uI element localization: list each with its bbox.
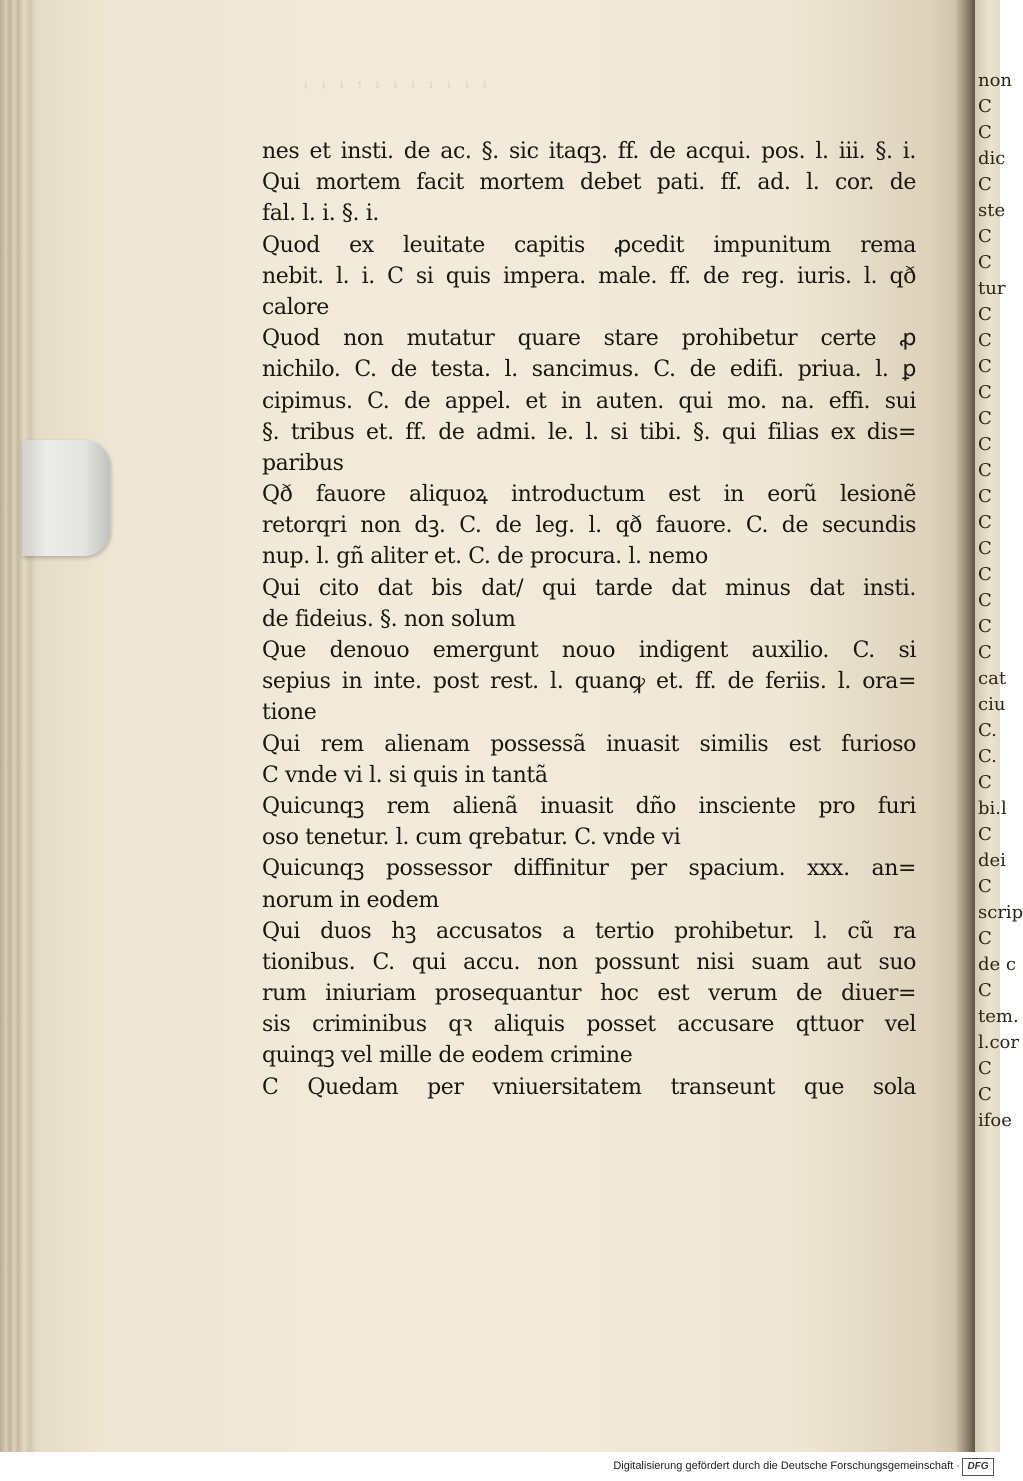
text-line: norum in eodem [262, 887, 439, 913]
next-page-fragment: C [978, 330, 992, 351]
next-page-fragment: C [978, 304, 992, 325]
text-line: paribus [262, 450, 344, 476]
next-page-fragment: C. [978, 720, 997, 741]
next-page-fragment: C [978, 486, 992, 507]
next-page-fragment: C [978, 564, 992, 585]
next-page-fragment: ste [978, 200, 1006, 221]
text-line: Quicunqꝫ possessor diffinitur per spacium. xxx. an= [262, 856, 916, 882]
text-line: rum iniuriam prosequantur hoc est verum de diuer= [262, 981, 916, 1007]
next-page-fragment: dei [978, 850, 1006, 871]
bookmark-strip [22, 440, 110, 556]
text-line: sis criminibus qꝛ aliquis posset accusare qttuor vel [262, 1012, 916, 1038]
next-page-fragment: l.cor [978, 1032, 1020, 1053]
next-page-fragment: C [978, 1084, 992, 1105]
next-page-fragment: C [978, 1058, 992, 1079]
next-page-fragment: tem. [978, 1006, 1019, 1027]
text-line: nup. l. gñ aliter et. C. de procura. l. nemo [262, 544, 708, 570]
text-line: cipimus. C. de appel. et in auten. qui mo. na. effi. sui [262, 388, 916, 414]
next-page-fragment: tur [978, 278, 1006, 299]
text-line: Que denouo emergunt nouo indigent auxilio. C. si [262, 638, 916, 663]
text-line: §. tribus et. ff. de admi. le. l. si tibi. §. qui filias ex dis= [262, 419, 916, 445]
next-page-fragment: C [978, 96, 992, 117]
text-line: Qð fauore aliquoꝝ introductum est in eorũ lesionẽ [262, 482, 916, 508]
text-line: nes et insti. de ac. §. sic itaqꝫ. ff. de acqui. pos. l. iii. §. i. [262, 139, 916, 164]
text-line: Quod ex leuitate capitis ꝓcedit impunitum rema [262, 232, 916, 258]
next-page-fragment: C [978, 824, 992, 845]
next-page-fragment: dic [978, 148, 1006, 169]
next-page-fragment: de c [978, 954, 1016, 975]
text-line: calore [262, 294, 329, 320]
show-through-text: ⸯ ⸯ ⸯ ⸯ ⸯ ⸯ ⸯ ⸯ ⸯ ⸯ ⸯ [300, 82, 491, 106]
gutter-shadow [955, 0, 975, 1452]
text-block [262, 136, 916, 1103]
next-page-fragment: C [978, 876, 992, 897]
text-line: Qui duos hꝫ accusatos a tertio prohibetur. l. cũ ra [262, 918, 916, 944]
next-page-fragment: C [978, 538, 992, 559]
next-page-fragment: C. [978, 746, 997, 767]
next-page-fragment: cat [978, 668, 1007, 689]
footer-credit: Digitalisierung gefördert durch die Deutsche Forschungsgemeinschaft · [613, 1460, 960, 1472]
text-line: Quicunqꝫ rem alienã inuasit dño insciente pro furi [262, 793, 916, 819]
text-line: C vnde vi l. si quis in tantã [262, 762, 548, 788]
text-line: nebit. l. i. C si quis impera. male. ff. de reg. iuris. l. qð [262, 263, 916, 289]
text-line: tionibus. C. qui accu. non possunt nisi suam aut suo [262, 949, 916, 975]
next-page-fragment: ciu [978, 694, 1006, 715]
text-line: fal. l. i. §. i. [262, 201, 379, 227]
next-page-fragment: C [978, 408, 992, 429]
next-page-fragment: C [978, 460, 992, 481]
text-line: quinqꝫ vel mille de eodem crimine [262, 1043, 633, 1069]
dfg-logo: DFG [962, 1458, 994, 1476]
next-page-fragment: ifoe [978, 1110, 1012, 1131]
next-page-fragment: C [978, 616, 992, 637]
next-page-fragment: non [978, 70, 1013, 91]
text-line: C Quedam per vniuersitatem transeunt que sola [262, 1074, 916, 1100]
footer-bar [0, 1452, 1000, 1481]
next-page-edge [975, 0, 1023, 1452]
next-page-fragment: C [978, 642, 992, 663]
text-line: nichilo. C. de testa. l. sancimus. C. de edifi. priua. l. ꝑ [262, 357, 916, 383]
next-page-fragment: C [978, 122, 992, 143]
text-line: sepius in inte. post rest. l. quanꝙ et. ff. de feriis. l. ora= [262, 669, 916, 695]
text-line: tione [262, 700, 317, 726]
next-page-fragment: C [978, 434, 992, 455]
next-page-fragment: C [978, 356, 992, 377]
next-page-fragment: C [978, 382, 992, 403]
next-page-fragment: scrip [978, 902, 1023, 923]
next-page-fragments [975, 68, 1023, 1134]
text-line: de fideius. §. non solum [262, 606, 516, 632]
text-line: Qui mortem facit mortem debet pati. ff. ad. l. cor. de [262, 170, 916, 196]
next-page-fragment: C [978, 772, 992, 793]
text-line: Qui rem alienam possessã inuasit similis est furioso [262, 731, 916, 757]
next-page-fragment: C [978, 512, 992, 533]
next-page-fragment: C [978, 980, 992, 1001]
next-page-fragment: C [978, 928, 992, 949]
text-line: Quod non mutatur quare stare prohibetur certe ꝓ [262, 326, 916, 352]
text-line: retorqri non dꝫ. C. de leg. l. qð fauore. C. de secundis [262, 513, 916, 539]
next-page-fragment: C [978, 590, 992, 611]
next-page-fragment: C [978, 252, 992, 273]
text-line: Qui cito dat bis dat/ qui tarde dat minus dat insti. [262, 575, 916, 601]
text-line: oso tenetur. l. cum qrebatur. C. vnde vi [262, 825, 681, 851]
left-page-edges [0, 0, 38, 1452]
next-page-fragment: C [978, 226, 992, 247]
next-page-fragment: bi.l [978, 798, 1007, 819]
next-page-fragment: C [978, 174, 992, 195]
